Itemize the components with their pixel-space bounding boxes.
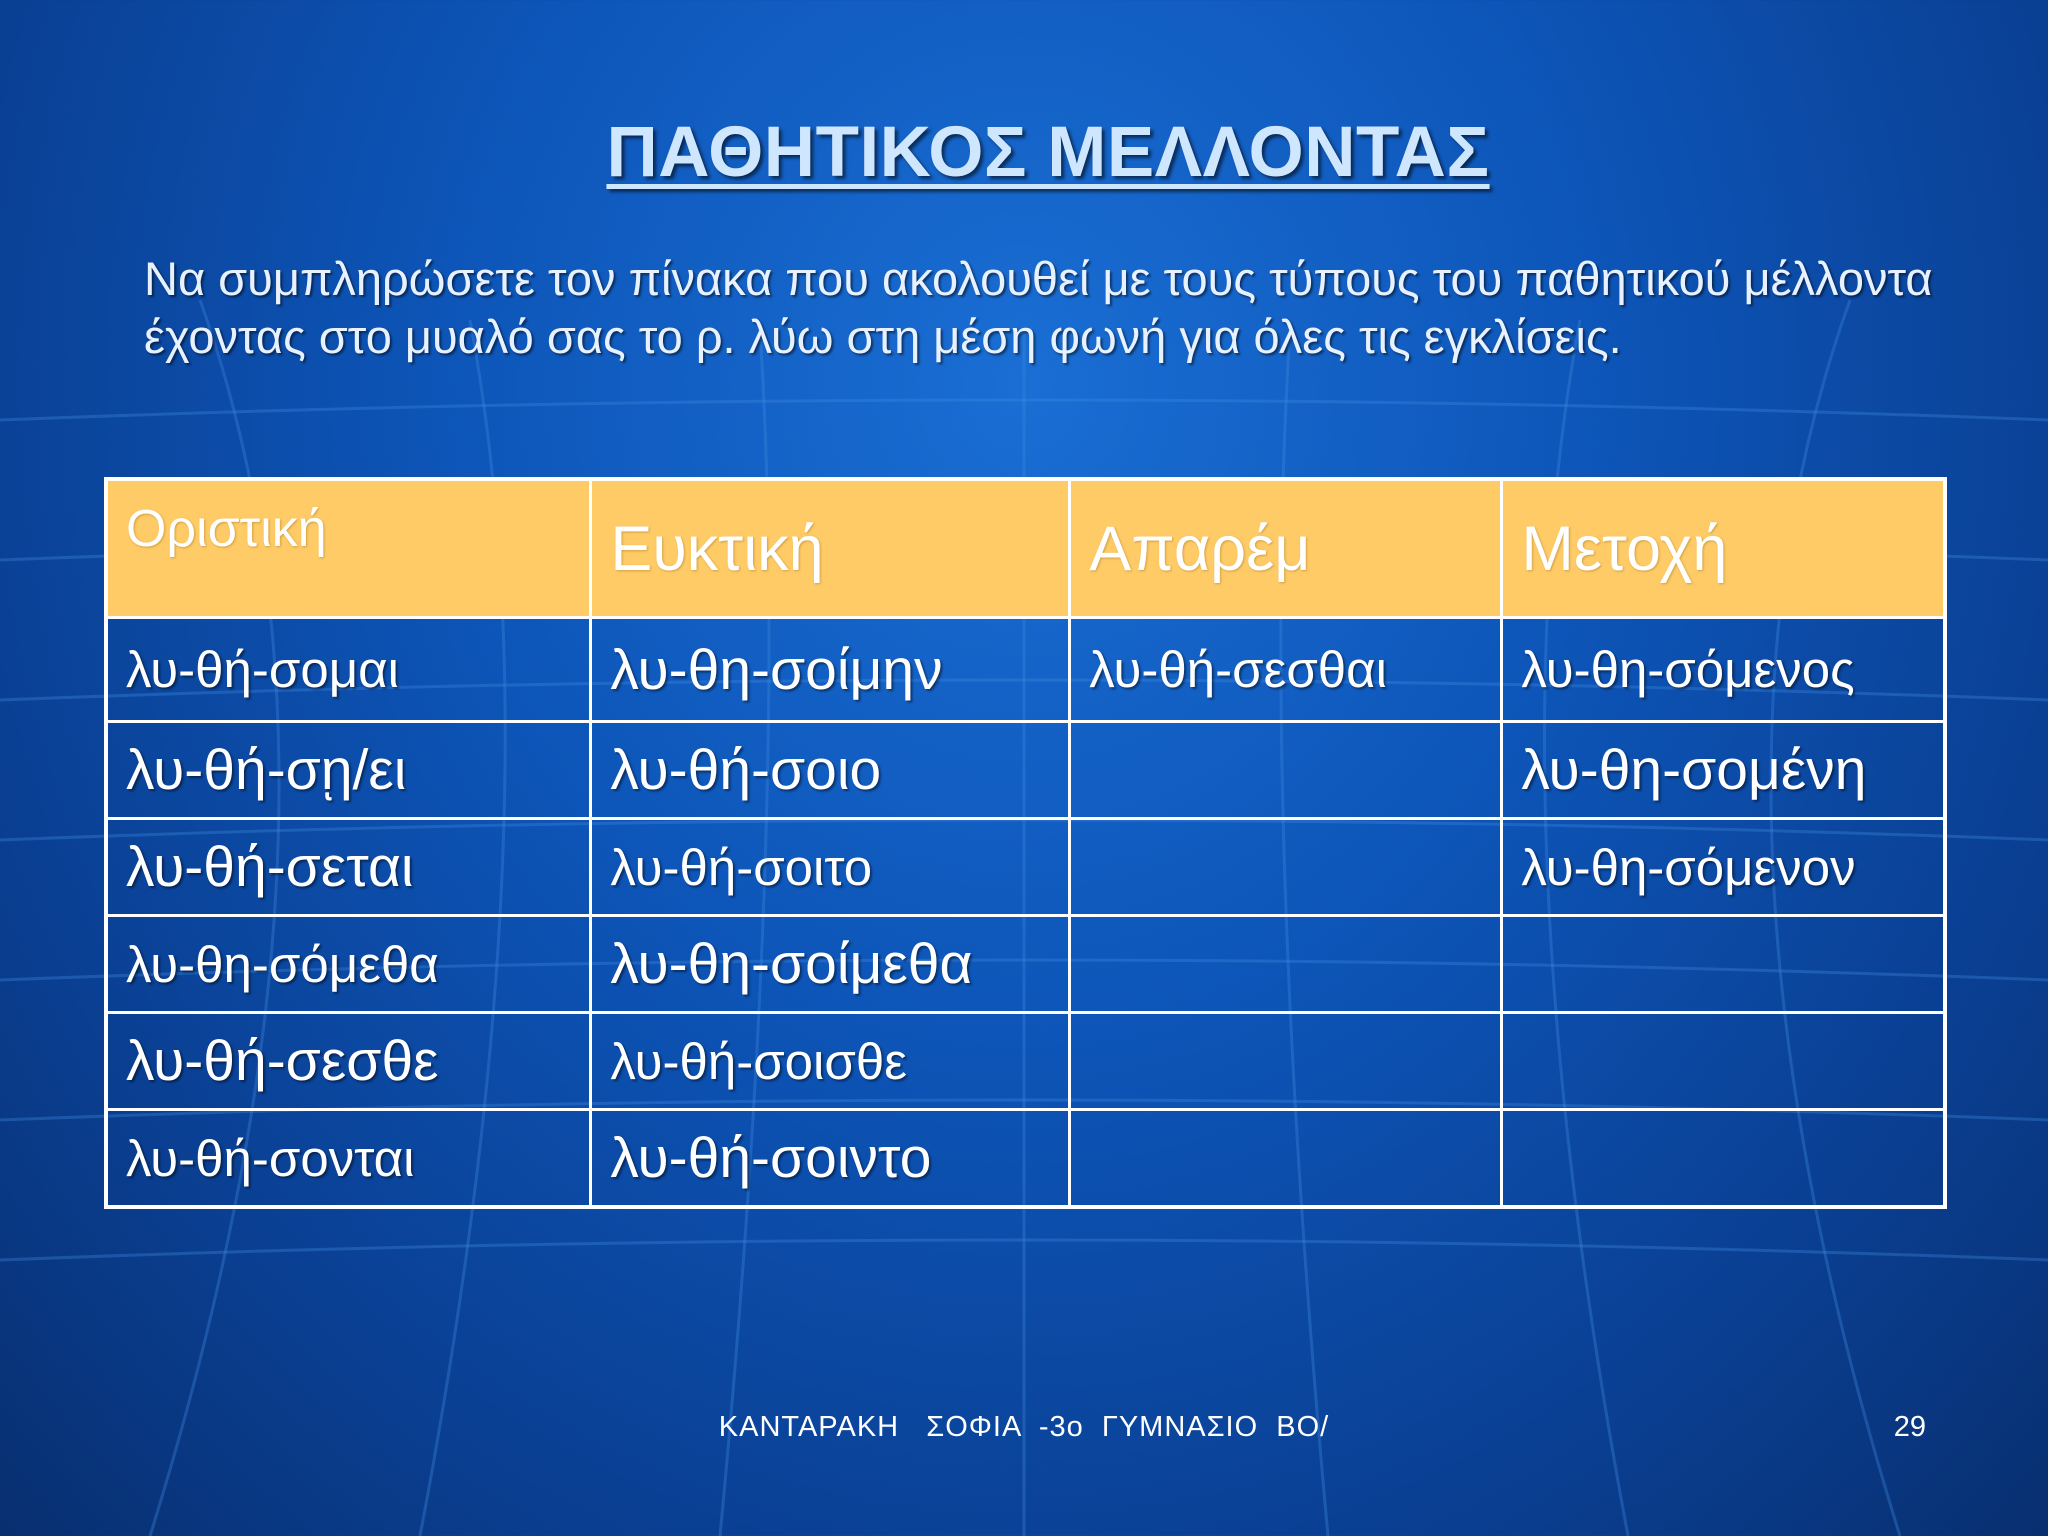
- table-cell: [1502, 916, 1945, 1013]
- table-cell: λυ-θή-σεσθαι: [1070, 618, 1502, 722]
- table-cell: [1070, 819, 1502, 916]
- table-cell: λυ-θη-σόμενος: [1502, 618, 1945, 722]
- table-cell: λυ-θή-σοιντο: [591, 1110, 1070, 1208]
- table-cell: λυ-θή-σεται: [106, 819, 591, 916]
- table-cell: λυ-θή-σομαι: [106, 618, 591, 722]
- table-cell: λυ-θή-σοιο: [591, 722, 1070, 819]
- table-cell: λυ-θη-σοίμην: [591, 618, 1070, 722]
- footer-author: ΚΑΝΤΑΡΑΚΗ ΣΟΦΙΑ -3ο ΓΥΜΝΑΣΙΟ ΒΟ/: [718, 1411, 1330, 1443]
- table-row: [106, 1110, 1945, 1208]
- table-row: [106, 819, 1945, 916]
- table-cell: λυ-θή-σῃ/ει: [106, 722, 591, 819]
- table-cell: [1502, 1110, 1945, 1208]
- table-cell: λυ-θη-σόμεθα: [106, 916, 591, 1013]
- table-cell: [1070, 722, 1502, 819]
- table-cell: [1502, 1013, 1945, 1110]
- table-cell: λυ-θή-σονται: [106, 1110, 591, 1208]
- table-cell: λυ-θή-σεσθε: [106, 1013, 591, 1110]
- page-number: 29: [1893, 1411, 1926, 1443]
- header-aparem: Απαρέμ: [1070, 479, 1502, 618]
- table-cell: [1070, 1013, 1502, 1110]
- table-header-row: [106, 479, 1945, 618]
- header-metochi: Μετοχή: [1502, 479, 1945, 618]
- conjugation-table: [104, 477, 1947, 1209]
- header-efktiki: Ευκτική: [591, 479, 1070, 618]
- slide-title: ΠΑΘΗΤΙΚΟΣ ΜΕΛΛΟΝΤΑΣ: [606, 113, 1490, 192]
- table-row: [106, 618, 1945, 722]
- table-cell: λυ-θη-σόμενον: [1502, 819, 1945, 916]
- instructions-text: Να συμπληρώσετε τον πίνακα που ακολουθεί με τους τύπους του παθητικού μέλλοντα έχοντας στο μυαλό σας το ρ. λύω στη μέση φωνή για όλες τις εγκλίσεις.: [144, 252, 1933, 363]
- table-row: [106, 1013, 1945, 1110]
- table-row: [106, 722, 1945, 819]
- table-cell: λυ-θη-σοίμεθα: [591, 916, 1070, 1013]
- table-cell: [1070, 916, 1502, 1013]
- table-cell: λυ-θή-σοιτο: [591, 819, 1070, 916]
- table-cell: λυ-θη-σομένη: [1502, 722, 1945, 819]
- table-row: [106, 916, 1945, 1013]
- table-cell: [1070, 1110, 1502, 1208]
- table-cell: λυ-θή-σοισθε: [591, 1013, 1070, 1110]
- header-oristiki: Οριστική: [106, 479, 591, 618]
